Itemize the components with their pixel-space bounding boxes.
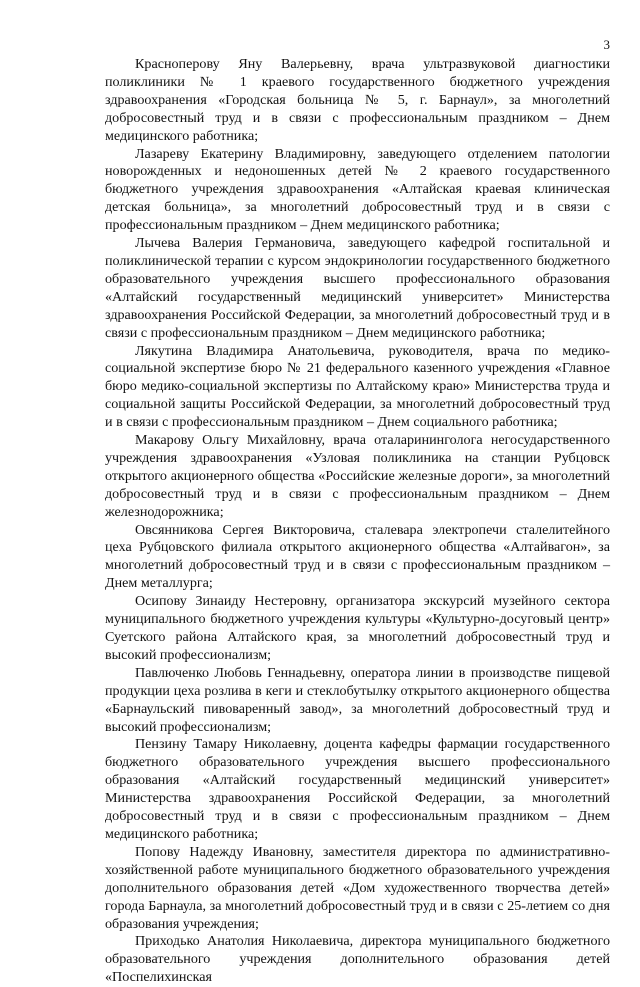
paragraph: Приходько Анатолия Николаевича, директора муниципального бюджетного образовательного учреждения дополнительного образования детей «Поспелихинская bbox=[105, 933, 610, 986]
page-number: 3 bbox=[603, 37, 610, 52]
paragraph: Лазареву Екатерину Владимировну, заведующего отделением патологии новорожденных и недоношенных детей № 2 краевого государственного бюджетного учреждения здравоохранения «Алтайская краевая клиническая детская больница», за многолетний добросовестный труд и в связи с профессиональным праздником – Днем медицинского работника; bbox=[105, 145, 610, 234]
document-body bbox=[105, 56, 610, 987]
paragraph: Пензину Тамару Николаевну, доцента кафедры фармации государственного бюджетного образовательного учреждения высшего профессионального образования «Алтайский государственный медицинский университет» Министерства здравоохранения Российской Федерации, за многолетний добросовестный труд и в связи с профессиональным праздником – Днем медицинского работника; bbox=[105, 736, 610, 842]
paragraph: Макарову Ольгу Михайловну, врача оталарининголога негосударственного учреждения здравоохранения «Узловая поликлиника на станции Рубцовск открытого акционерного общества «Российские железные дороги», за многолетний добросовестный труд и в связи с профессиональным праздником – Днем железнодорожника; bbox=[105, 432, 610, 520]
paragraph: Попову Надежду Ивановну, заместителя директора по административно-хозяйственной работе муниципального бюджетного образовательного учреждения дополнительного образования детей «Дом художественного творчества детей» города Барнаула, за многолетний добросовестный труд и в связи с 25-летием со дня образования учреждения; bbox=[105, 843, 610, 932]
paragraph: Павлюченко Любовь Геннадьевну, оператора линии в производстве пищевой продукции цеха розлива в кеги и стеклобутылку открытого акционерного общества «Барнаульский пивоваренный завод», за многолетний добросовестный труд и высокий профессионализм; bbox=[105, 664, 610, 735]
paragraph: Овсянникова Сергея Викторовича, сталевара электропечи сталелитейного цеха Рубцовского филиала открытого акционерного общества «Алтайвагон», за многолетний добросовестный труд и в связи с профессиональным праздником – Днем металлурга; bbox=[105, 521, 610, 592]
paragraph: Осипову Зинаиду Нестеровну, организатора экскурсий музейного сектора муниципального бюджетного учреждения культуры «Культурно-досуговый центр» Суетского района Алтайского края, за многолетний добросовестный труд и высокий профессионализм; bbox=[105, 593, 610, 663]
paragraph: Лычева Валерия Германовича, заведующего кафедрой госпитальной и поликлинической терапии с курсом эндокринологии государственного бюджетного образовательного учреждения высшего профессионального образования «Алтайский государственный медицинский университет» Министерства здравоохранения Российской Федерации, за многолетний добросовестный труд и в связи с профессиональным праздником – Днем медицинского работника; bbox=[105, 235, 610, 341]
paragraph: Красноперову Яну Валерьевну, врача ультразвуковой диагностики поликлиники № 1 краевого государственного бюджетного учреждения здравоохранения «Городская больница № 5, г. Барнаул», за многолетний добросовестный труд и в связи с профессиональным праздником – Днем медицинского работника; bbox=[105, 56, 610, 144]
paragraph: Лякутина Владимира Анатольевича, руководителя, врача по медико-социальной экспертизе бюро № 21 федерального казенного учреждения «Главное бюро медико-социальной экспертизы по Алтайскому краю» Министерства труда и социальной защиты Российской Федерации, за многолетний добросовестный труд и в связи с профессиональным праздником – Днем социального работника; bbox=[105, 342, 610, 431]
